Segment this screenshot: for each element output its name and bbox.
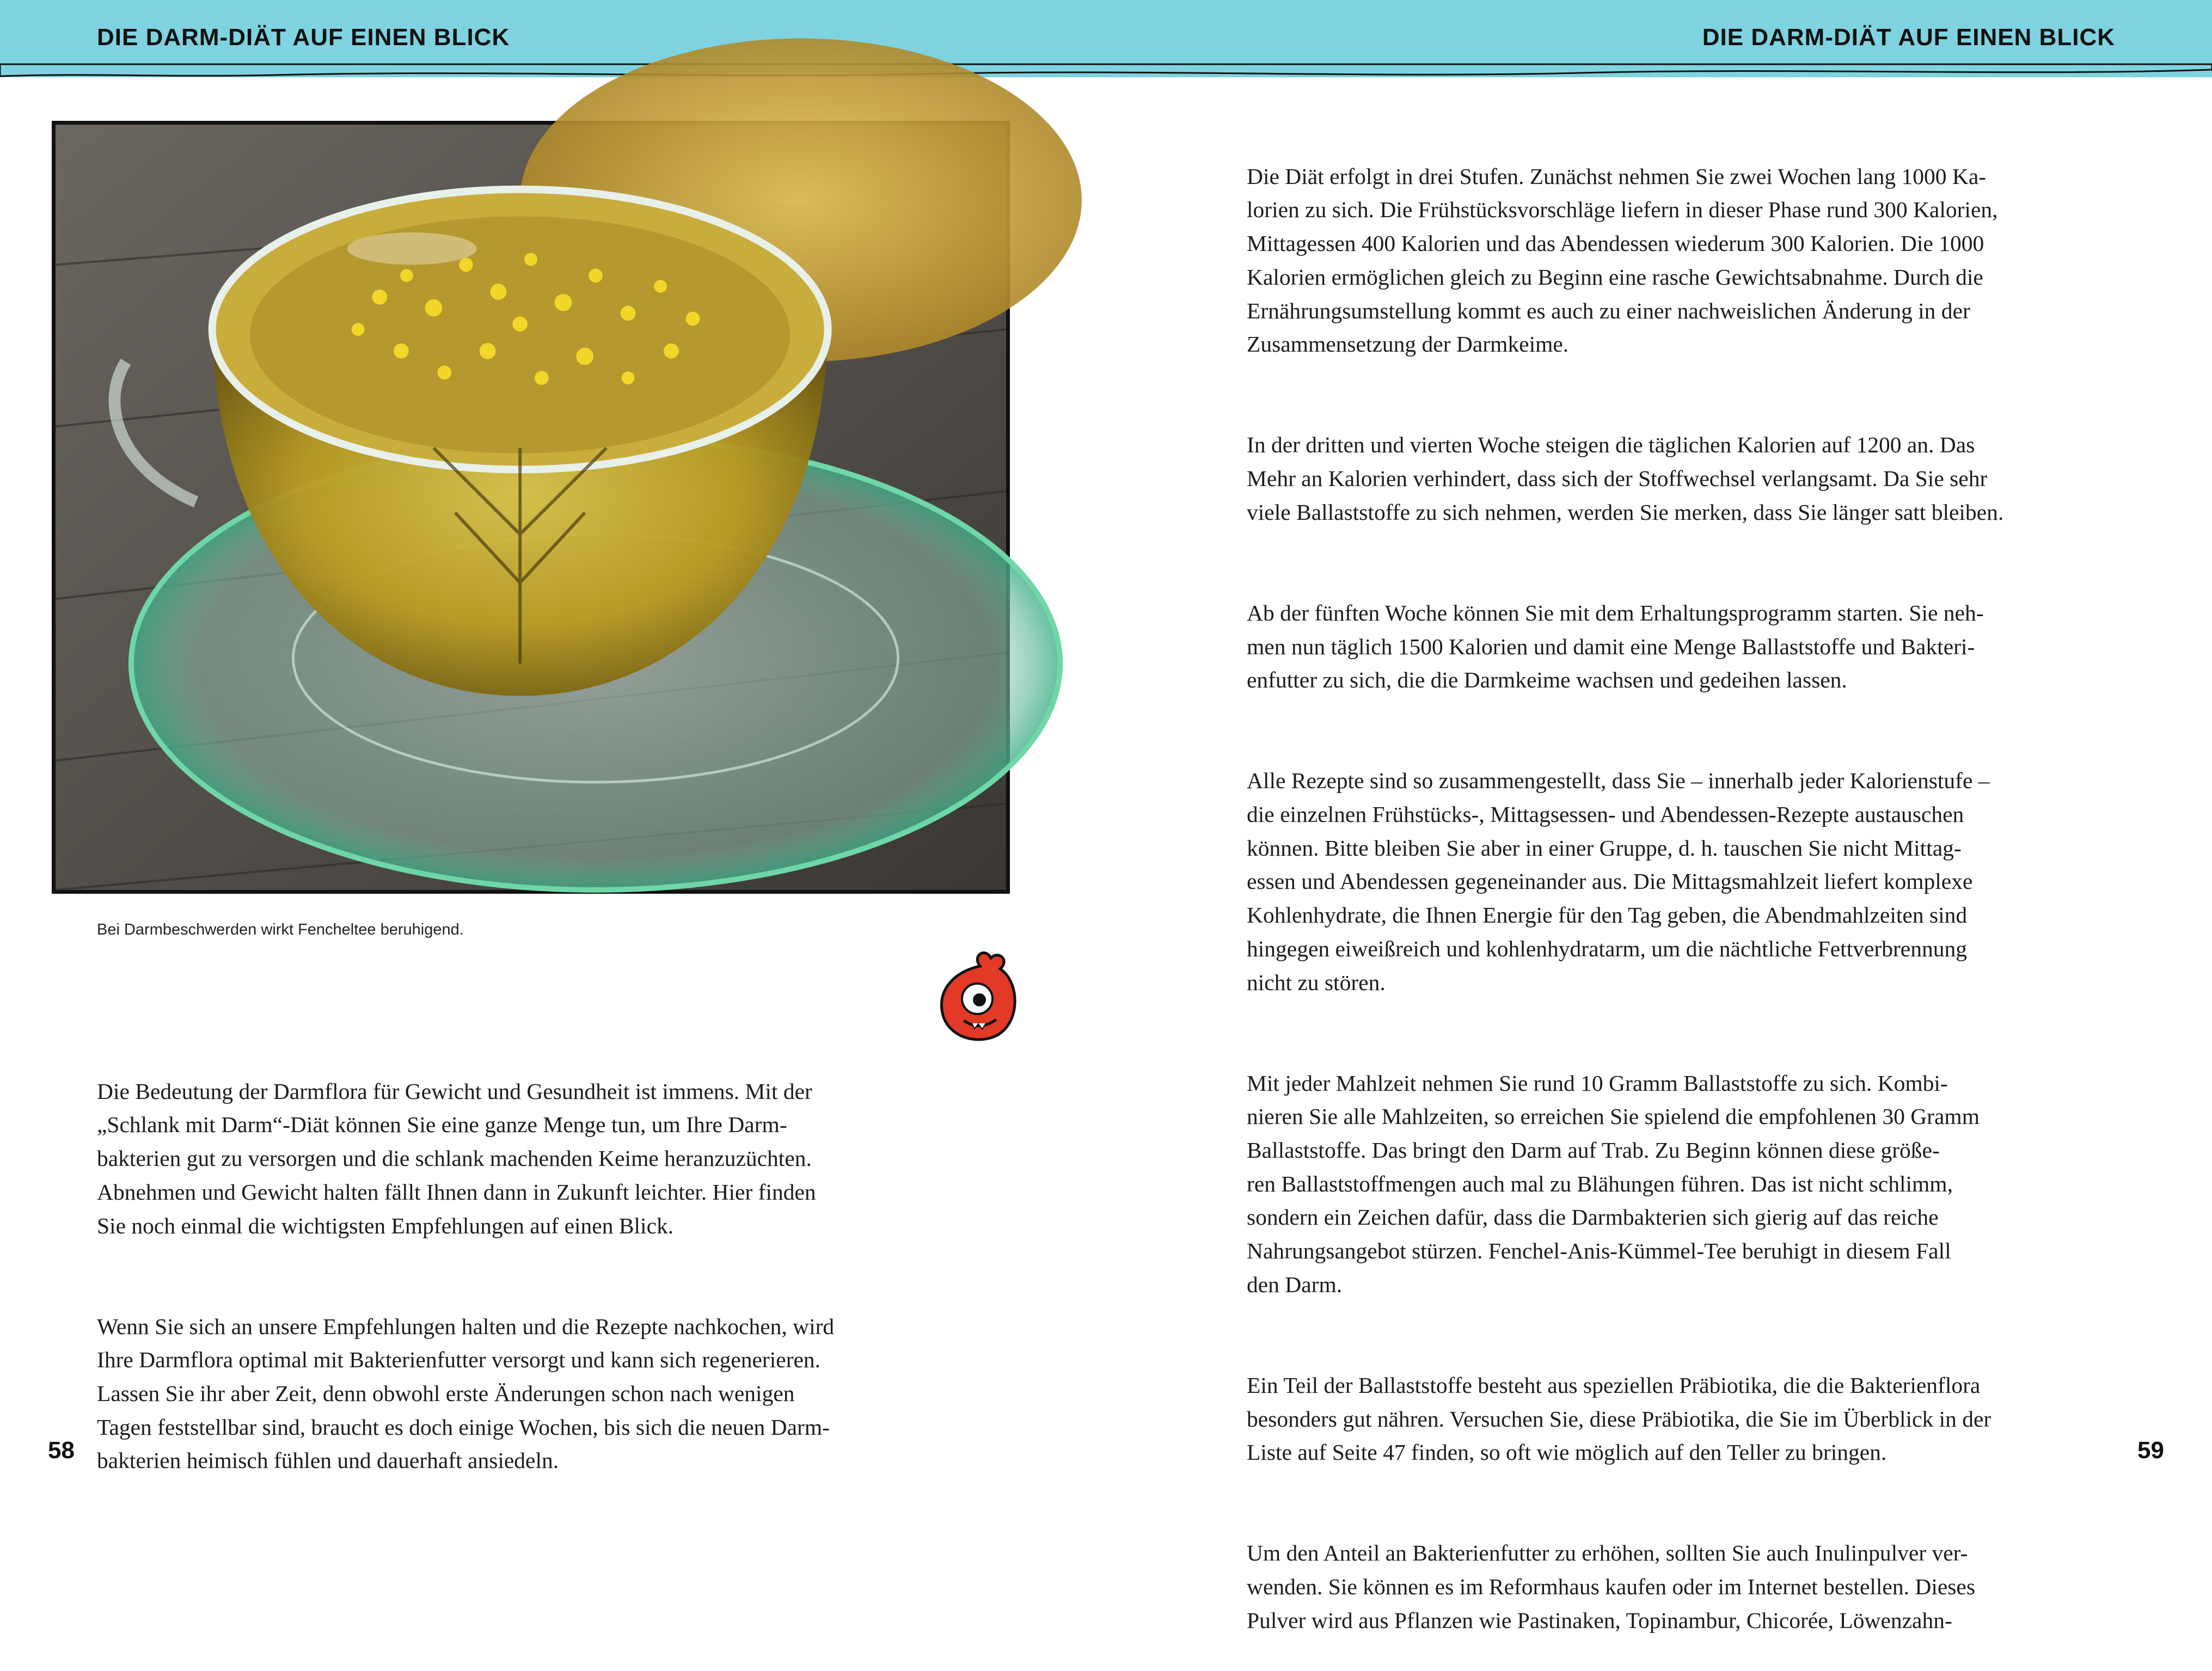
- red-bacteria-mascot-icon: [934, 944, 1026, 1048]
- right-paragraph-5: Mit jeder Mahlzeit nehmen Sie rund 10 Gramm Ballaststoffe zu sich. Kombi- nieren Sie alle Mahlzeiten, so erreichen Sie spielend die empfohlenen 30 Gramm Ballaststoffe. Das bringt den Darm auf Trab. Zu Beginn können diese größe- ren Ballaststoffmengen auch mal zu Blähungen führen. Das ist nicht schlimm, sondern ein Zeichen dafür, dass die Darmbakterien sich gierig auf das reiche Nahrungsangebot stürzen. Fenchel-Anis-Kümmel-Tee beruhigt in diesem Fall den Darm.: [1247, 1070, 1980, 1297]
- fennel-tea-cup-photo: [52, 121, 1010, 894]
- running-head-right: DIE DARM-DIÄT AUF EINEN BLICK: [1702, 24, 2115, 51]
- running-head-left: DIE DARM-DIÄT AUF EINEN BLICK: [97, 24, 510, 51]
- left-page-body: [97, 1041, 979, 1512]
- photo-caption: Bei Darmbeschwerden wirkt Fencheltee beruhigend.: [97, 921, 464, 938]
- header-wavy-edge: [0, 64, 2212, 86]
- right-paragraph-1: Die Diät erfolgt in drei Stufen. Zunächst nehmen Sie zwei Wochen lang 1000 Ka- lorien zu sich. Die Frühstücksvorschläge liefern in dieser Phase rund 300 Kalorien, Mittagessen 400 Kalorien und das Abendessen wiederum 300 Kalorien. Die 1000 Kalorien ermöglichen gleich zu Beginn eine rasche Gewichtsabnahme. Durch die Ernährungsumstellung kommt es auch zu einer nachweislichen Änderung in der Zusammensetzung der Darmkeime.: [1247, 163, 1998, 357]
- page-number-left: 58: [48, 1437, 75, 1464]
- right-paragraph-4: Alle Rezepte sind so zusammengestellt, dass Sie – innerhalb jeder Kalorienstufe – die einzelnen Frühstücks-, Mittagsessen- und Abendessen-Rezepte austauschen können. Bitte bleiben Sie aber in einer Gruppe, d. h. tauschen Sie nicht Mittag- essen und Abendessen gegeneinander aus. Die Mittagsmahlzeit liefert komplexe Kohlenhydrate, die Ihnen Energie für den Tag geben, die Abendmahlzeiten sind hingegen eiweißreich und kohlenhydratarm, um die nächtliche Fettverbrennung nicht zu stören.: [1247, 768, 1990, 995]
- right-paragraph-2: In der dritten und vierten Woche steigen die täglichen Kalorien auf 1200 an. Das Mehr an Kalorien verhindert, dass sich der Stoffwechsel verlangsamt. Da Sie sehr viele Ballaststoffe zu sich nehmen, werden Sie merken, dass Sie länger satt bleiben.: [1247, 432, 2004, 525]
- left-paragraph-2: Wenn Sie sich an unsere Empfehlungen halten und die Rezepte nachkochen, wird Ihre Darmflora optimal mit Bakterienfutter versorgt und kann sich regenerieren. Lassen Sie ihr aber Zeit, denn obwohl erste Änderungen schon nach wenigen Tagen feststellbar sind, braucht es doch einige Wochen, bis sich die neuen Darm- bakterien heimisch fühlen und dauerhaft ansiedeln.: [97, 1313, 835, 1473]
- left-paragraph-1: Die Bedeutung der Darmflora für Gewicht und Gesundheit ist immens. Mit der „Schlank mit Darm“-Diät können Sie eine ganze Menge tun, um Ihre Darm- bakterien gut zu versorgen und die schlank machenden Keime heranzuzüchten. Abnehmen und Gewicht halten fällt Ihnen dann in Zukunft leichter. Hier finden Sie noch einmal die wichtigsten Empfehlungen auf einen Blick.: [97, 1078, 816, 1238]
- right-paragraph-7: Um den Anteil an Bakterienfutter zu erhöhen, sollten Sie auch Inulinpulver ver- wenden. Sie können es im Reformhaus kaufen oder im Internet bestellen. Dieses Pulver wird aus Pflanzen wie Pastinaken, Topinambur, Chicorée, Löwenzahn-: [1247, 1540, 1975, 1633]
- right-paragraph-6: Ein Teil der Ballaststoffe besteht aus speziellen Präbiotika, die die Bakterienflora besonders gut nähren. Versuchen Sie, diese Präbiotika, die Sie im Überblick in der Liste auf Seite 47 finden, so oft wie möglich auf den Teller zu bringen.: [1247, 1372, 1992, 1465]
- page-number-right: 59: [2137, 1437, 2164, 1464]
- right-page-body: [1247, 126, 2112, 1671]
- right-paragraph-3: Ab der fünften Woche können Sie mit dem Erhaltungsprogramm starten. Sie neh- men nun täglich 1500 Kalorien und damit eine Menge Ballaststoffe und Bakteri- enfutter zu sich, die die Darmkeime wachsen und gedeihen lassen.: [1247, 600, 1984, 693]
